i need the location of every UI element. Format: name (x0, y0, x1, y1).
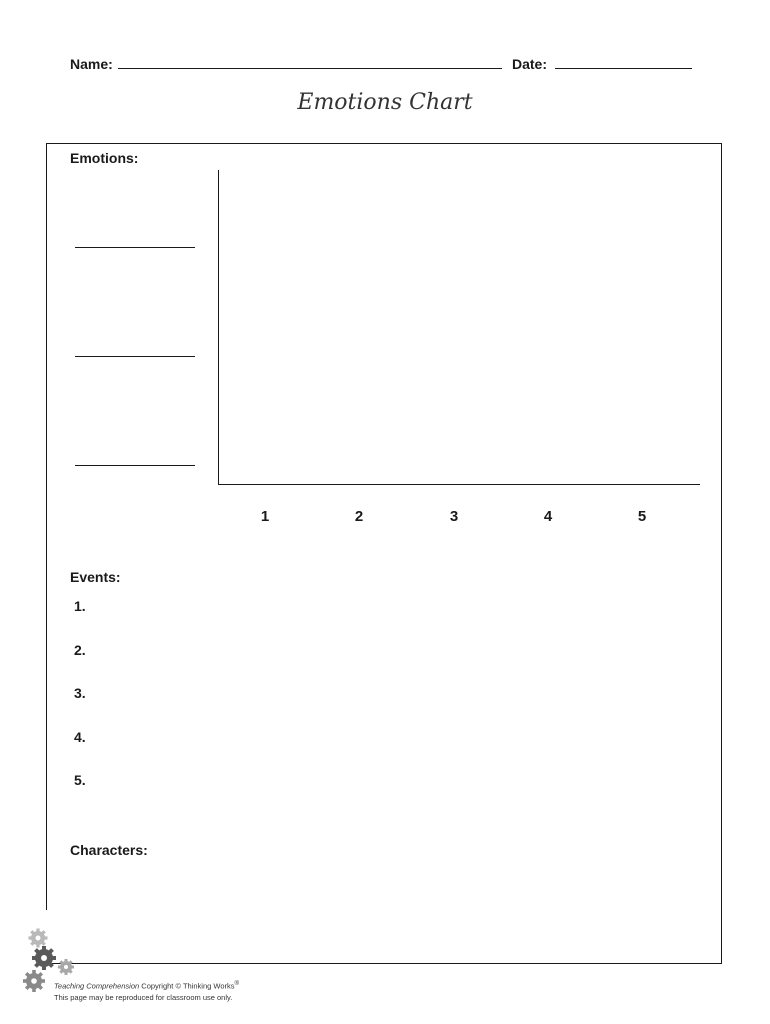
x-tick-label: 3 (449, 508, 459, 525)
event-item-5: 5. (74, 772, 86, 788)
x-tick-label: 2 (354, 508, 364, 525)
footer-reproduce-note: This page may be reproduced for classroom use only. (54, 993, 233, 1002)
chart-y-axis (218, 170, 219, 485)
emotion-blank-line-1[interactable] (75, 247, 195, 248)
event-item-2: 2. (74, 642, 86, 658)
x-tick-label: 5 (637, 508, 647, 525)
worksheet-frame (46, 143, 722, 964)
characters-label: Characters: (70, 842, 148, 858)
x-tick-label: 1 (260, 508, 270, 525)
name-blank-line[interactable] (118, 68, 502, 69)
emotion-blank-line-3[interactable] (75, 465, 195, 466)
emotions-label: Emotions: (70, 150, 139, 166)
footer-book-title: Teaching Comprehension (54, 981, 140, 991)
registered-mark: ® (234, 980, 240, 987)
event-item-4: 4. (74, 729, 86, 745)
date-label: Date: (512, 56, 548, 72)
chart-x-axis (218, 484, 700, 485)
event-item-1: 1. (74, 598, 86, 614)
name-label: Name: (70, 56, 113, 72)
x-tick-label: 4 (543, 508, 553, 525)
date-blank-line[interactable] (555, 68, 692, 69)
page-title: Emotions Chart (297, 90, 473, 115)
events-label: Events: (70, 569, 121, 585)
emotion-blank-line-2[interactable] (75, 356, 195, 357)
event-item-3: 3. (74, 685, 86, 701)
footer-copyright (54, 980, 239, 991)
footer-copyright-text: Copyright © Thinking Works (141, 981, 235, 991)
